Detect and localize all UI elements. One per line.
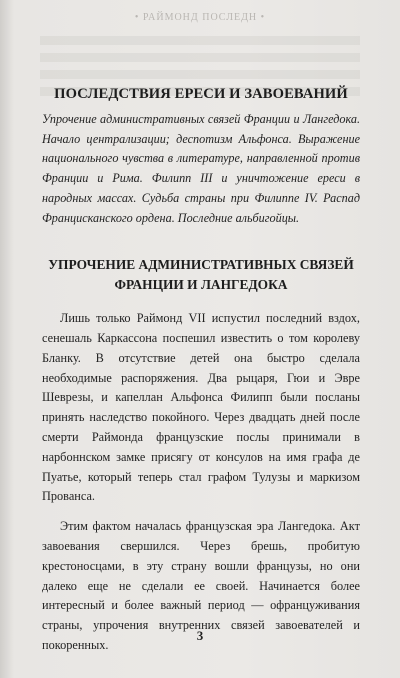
chapter-summary: Упрочение административных связей Франции и Лангедока. Начало централизации; деспотизм Альфонса. Выражение национального чувства в литературе, направленной против Франции и Рима. Филипп III и уничтожение ереси в народных массах. Судьба страны при Филиппе IV. Распад Францисканского ордена. Последние альбигойцы. (42, 112, 360, 225)
subsection-title: УПРОЧЕНИЕ АДМИНИСТРАТИВНЫХ СВЯЗЕЙ ФРАНЦИИ И ЛАНГЕДОКА (48, 257, 354, 293)
page-content (42, 86, 360, 666)
section-title: ПОСЛЕДСТВИЯ ЕРЕСИ И ЗАВОЕВАНИЙ (54, 86, 348, 102)
body-paragraph: Лишь только Раймонд VII испустил последний вздох, сенешаль Каркассона поспешил известить о том королеву Бланку. В отсутствие детей она быстро сделала необходимые распоряжения. Два рыцаря, Гюи и Эвре Шеврезы, и капеллан Альфонса Филипп были посланы принять наследство покойного. Через двадцать дней после смерти Раймонда французские послы принимали в нарбоннском замке присягу от консулов на имя графа де Пуатье, который теперь стал графом Тулузы и маркизом Прованса. (42, 311, 360, 504)
body-paragraph: Этим фактом началась французская эра Лангедока. Акт завоевания свершился. Через брешь, пробитую крестоносцами, в эту страну вошли французы, но они далеко еще не сделали ее своей. Начинается более интересный и более важный период — офранцуживания страны, упрочения внутренних связей завоевателей и покоренных. (42, 519, 360, 652)
page-number: 3 (196, 628, 204, 643)
running-header: • РАЙМОНД ПОСЛЕДН • (134, 12, 266, 23)
